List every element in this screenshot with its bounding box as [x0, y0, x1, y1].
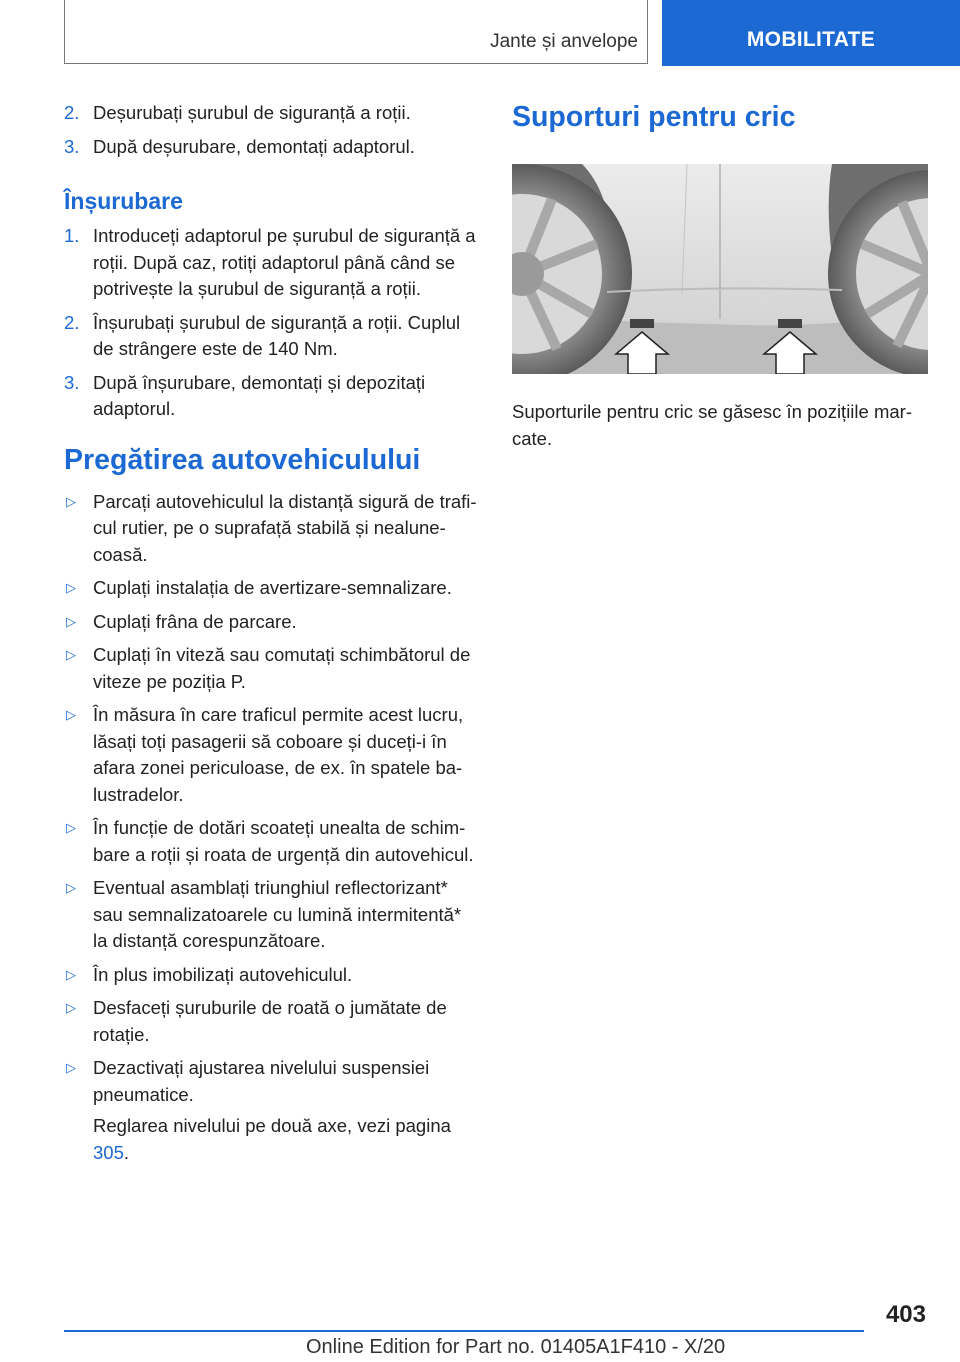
right-column	[512, 100, 928, 452]
step-number: 3.	[64, 371, 80, 393]
triangle-bullet-icon: ▷	[66, 613, 76, 629]
step-text: După deșurubare, demontați adaptorul.	[93, 135, 415, 157]
step-number: 2.	[64, 311, 80, 333]
triangle-bullet-icon: ▷	[66, 493, 76, 509]
cross-reference-note	[93, 1113, 478, 1166]
triangle-bullet-icon: ▷	[66, 580, 76, 595]
bullet-item	[64, 609, 478, 636]
bullet-text: Dezactivați ajustarea nivelului suspensiei pneumatice.	[93, 1057, 430, 1105]
triangle-bullet-icon: ▷	[66, 1060, 76, 1075]
note-text: Reglarea nivelului pe două axe, vezi pagina	[93, 1115, 451, 1136]
left-column	[64, 100, 478, 1166]
header-chapter-tab[interactable]: MOBILITATE	[662, 0, 960, 66]
step-number: 1.	[64, 225, 80, 246]
bullet-text: Cuplați în viteză sau comutați schimbătorul de viteze pe poziția P.	[93, 644, 471, 692]
step-item	[64, 134, 478, 161]
bullet-text: În măsura în care traficul permite acest lucru, lăsați toți pasagerii să coboare și duceți-i în afara zonei periculoase, de ex. în spatele balustradelor.	[93, 704, 464, 805]
bullet-text: Cuplați frâna de parcare.	[93, 610, 297, 632]
footer-edition-text: Online Edition for Part no. 01405A1F410 - X/20	[306, 1336, 726, 1358]
footer-divider	[64, 1330, 864, 1332]
step-text: Înșurubați șurubul de siguranță a roții. Cuplul de strângere este de 140 Nm.	[93, 311, 461, 359]
step-text: Deșurubați șurubul de siguranță a roții.	[93, 102, 411, 123]
bullet-item	[64, 995, 478, 1048]
bullet-item	[64, 702, 478, 808]
bullet-text: În plus imobilizați autovehiculul.	[93, 963, 353, 985]
bullet-item	[64, 1055, 478, 1108]
page-link[interactable]: 305	[93, 1141, 124, 1163]
step-item	[64, 370, 478, 423]
bullet-item	[64, 642, 478, 695]
section-heading-pregatire: Pregătirea autovehiculului	[64, 443, 421, 476]
bullet-text: În funcție de dotări scoateți unealta de schimbare a roții și roata de urgență din autovehicul.	[93, 817, 474, 865]
bullet-item	[64, 962, 478, 989]
triangle-bullet-icon: ▷	[66, 707, 76, 722]
step-text: După înșurubare, demontați și depozitați adaptorul.	[93, 371, 426, 419]
triangle-bullet-icon: ▷	[66, 647, 76, 662]
triangle-bullet-icon: ▷	[66, 820, 76, 835]
step-item	[64, 223, 478, 303]
step-item	[64, 310, 478, 363]
bullet-text: Cuplați instalația de avertizare-semnalizare.	[93, 577, 452, 598]
triangle-bullet-icon: ▷	[66, 1000, 76, 1015]
step-item	[64, 100, 478, 127]
bullet-text: Desfaceți șuruburile de roată o jumătate de rotație.	[93, 997, 447, 1045]
section-heading-suporturi: Suporturi pentru cric	[512, 101, 796, 133]
page-number: 403	[885, 1301, 926, 1328]
subheading-insurubare: Înșurubare	[64, 188, 183, 214]
bullet-item	[64, 815, 478, 868]
bullet-item	[64, 489, 478, 569]
step-number: 2.	[64, 102, 80, 123]
bullet-item	[64, 575, 478, 602]
bullet-text: Eventual asamblați triunghiul reflectorizant* sau semnalizatoarele cu lumină intermitentă* la distanță corespunzătoare.	[93, 877, 462, 951]
triangle-bullet-icon: ▷	[66, 966, 76, 982]
step-number: 3.	[64, 135, 80, 157]
header-section-title: Jante și anvelope	[490, 31, 638, 52]
figure-caption: Suporturile pentru cric se găsesc în pozițiile marcate.	[512, 401, 912, 449]
triangle-bullet-icon: ▷	[66, 880, 76, 895]
note-end: .	[123, 1141, 130, 1163]
bullet-text: Parcați autovehiculul la distanță sigură de traficul rutier, pe o suprafață stabilă și nealunecoasă.	[93, 490, 477, 565]
step-text: Introduceți adaptorul pe șurubul de siguranță a roții. După caz, rotiți adaptorul până când se potrivește la șurubul de siguranță a roții.	[93, 225, 476, 299]
bullet-item	[64, 875, 478, 955]
jack-points-illustration	[512, 164, 928, 374]
